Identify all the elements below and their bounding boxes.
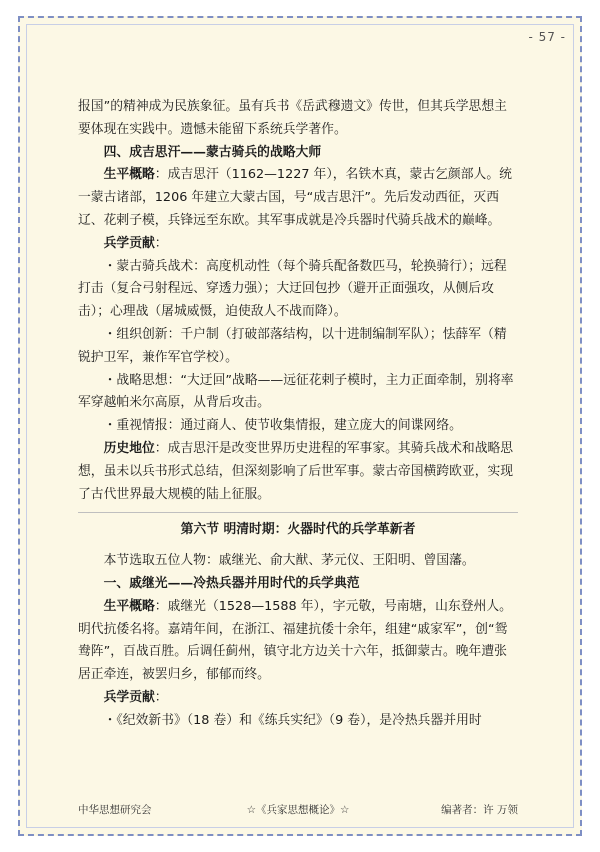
bold-text: 历史地位 xyxy=(103,440,155,456)
bold-text: 生平概略 xyxy=(103,598,155,614)
section-title: 第六节 明清时期：火器时代的兵学革新者 xyxy=(180,522,416,538)
paragraph xyxy=(78,256,518,324)
paragraph xyxy=(78,438,518,506)
text-run: ・组织创新：千户制（打破部落结构，以十进制编制军队）；怯薛军（精锐护卫军，兼作军官学校）。 xyxy=(78,326,507,365)
footer-book-title: ☆《兵家思想概论》☆ xyxy=(246,804,350,816)
bold-text: 兵学贡献 xyxy=(103,689,155,705)
footer-author: 编著者：许 万领 xyxy=(441,804,518,816)
document-body xyxy=(78,96,518,733)
paragraph xyxy=(78,142,518,165)
text-run: ： xyxy=(154,689,168,705)
bold-text: 一、戚继光——冷热兵器并用时代的兵学典范 xyxy=(103,575,360,591)
text-block-2 xyxy=(78,550,518,732)
text-run: ・《纪效新书》（18 卷）和《练兵实纪》（9 卷），是冷热兵器并用时 xyxy=(103,712,482,728)
text-run: ： xyxy=(154,235,168,251)
paragraph xyxy=(78,233,518,256)
footer-organization: 中华思想研究会 xyxy=(78,804,152,816)
paragraph xyxy=(78,687,518,710)
bold-text: 生平概略 xyxy=(103,167,155,183)
paragraph xyxy=(78,573,518,596)
text-run: ：成吉思汗（1162—1227 年），名铁木真，蒙古乞颜部人。统一蒙古诸部，1206 年建立大蒙古国，号“成吉思汗”。先后发动西征，灭西辽、花剌子模，兵锋远至东欧。其军事成就是冷兵器时代骑兵战术的巅峰。 xyxy=(78,167,512,228)
paragraph xyxy=(78,96,518,142)
page-number: - 57 - xyxy=(528,30,566,44)
text-run: ・战略思想：“大迂回”战略——远征花剌子模时，主力正面牵制，别将率军穿越帕米尔高原，从背后攻击。 xyxy=(78,372,514,411)
paragraph xyxy=(78,550,518,573)
text-run: ：戚继光（1528—1588 年），字元敬，号南塘，山东登州人。明代抗倭名将。嘉靖年间，在浙江、福建抗倭十余年，组建“戚家军”，创“鸳鸯阵”，百战百胜。后调任蓟州，镇守北方边关十六年，抵御蒙古。晚年遭张居正牵连，被罢归乡，郁郁而终。 xyxy=(78,598,512,683)
section-divider xyxy=(78,512,518,513)
paragraph xyxy=(78,596,518,687)
paragraph xyxy=(78,415,518,438)
text-run: ・重视情报：通过商人、使节收集情报，建立庞大的间谍网络。 xyxy=(103,418,462,434)
text-run: ・蒙古骑兵战术：高度机动性（每个骑兵配备数匹马，轮换骑行）；远程打击（复合弓射程远、穿透力强）；大迂回包抄（避开正面强攻，从侧后攻击）；心理战（屠城威慑，迫使敌人不战而降）。 xyxy=(78,258,507,320)
paragraph xyxy=(78,164,518,232)
text-run: 报国”的精神成为民族象征。虽有兵书《岳武穆遗文》传世，但其兵学思想主要体现在实践中。遗憾未能留下系统兵学著作。 xyxy=(78,99,507,137)
text-run: ：成吉思汗是改变世界历史进程的军事家。其骑兵战术和战略思想，虽未以兵书形式总结，但深刻影响了后世军事。蒙古帝国横跨欧亚，实现了古代世界最大规模的陆上征服。 xyxy=(78,440,514,502)
bold-text: 四、成吉思汗——蒙古骑兵的战略大师 xyxy=(103,144,322,160)
paragraph xyxy=(78,710,518,733)
paragraph xyxy=(78,324,518,370)
text-run: 本节选取五位人物：戚继光、俞大猷、茅元仪、王阳明、曾国藩。 xyxy=(103,553,475,569)
bold-text: 兵学贡献 xyxy=(103,235,155,251)
text-block-1 xyxy=(78,96,518,506)
paragraph xyxy=(78,370,518,416)
